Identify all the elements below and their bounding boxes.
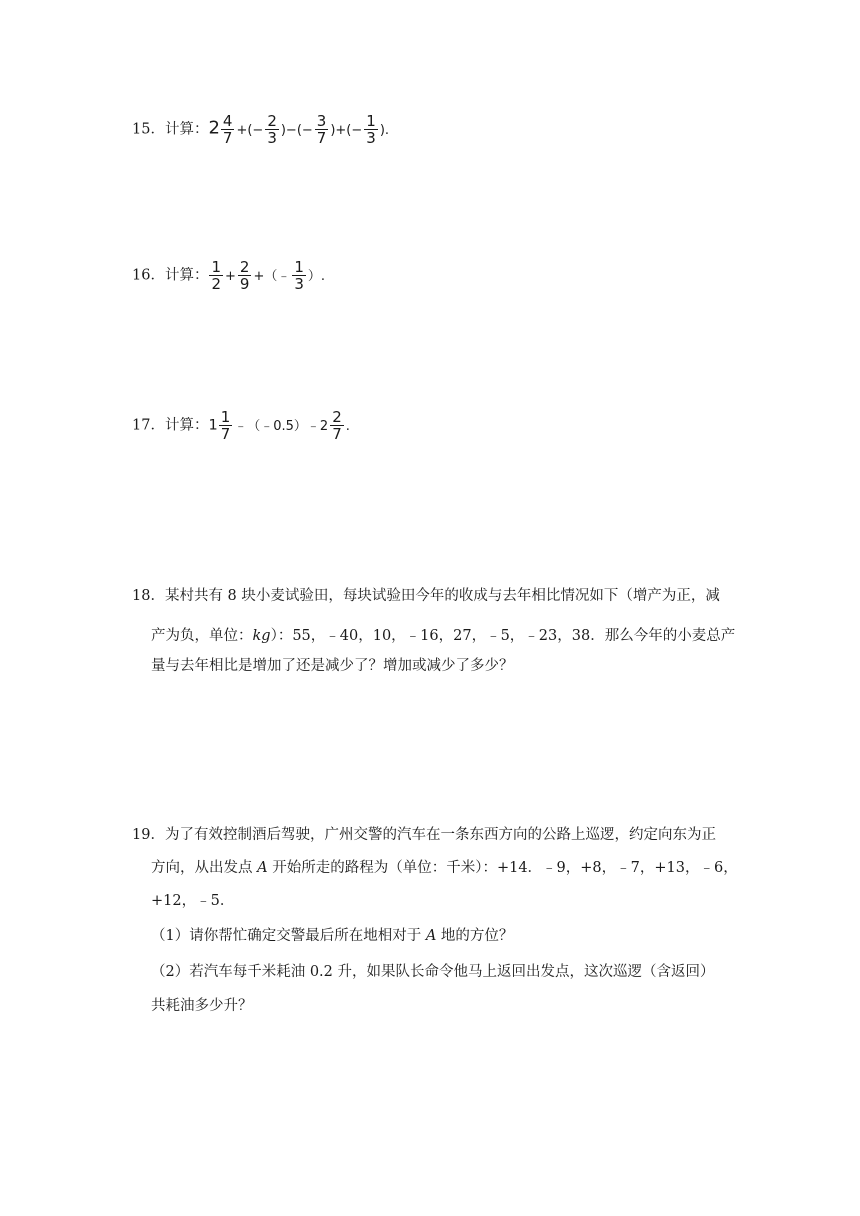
fraction: $\frac{1}{3}$ [366,112,376,147]
question-18-line-2: 产为负，单位：kg）：55，﹣40，10，﹣16，27，﹣5，﹣23，38．那么今年的小麦总产 [151,628,736,644]
question-18-line-1: 18．某村共有 8 块小麦试验田，每块试验田今年的收成与去年相比情况如下（增产为正，减 [132,588,720,604]
fraction: $\frac{2}{7}$ [332,408,342,443]
question-19-part-2-line-1: （2）若汽车每千米耗油 0.2 升，如果队长命令他马上返回出发点，这次巡逻（含返回） [151,964,715,980]
question-label: 计算： [164,121,209,138]
question-number: 15． [132,121,165,138]
variable-a: A [257,860,268,876]
fraction: $\frac{1}{2}$ [211,258,221,293]
operator: +（﹣ [253,268,291,284]
question-label: 计算： [164,417,209,434]
operator: . [345,418,350,434]
operator: + [225,268,236,284]
question-15 [132,113,390,146]
operator: ﹣（﹣0.5）﹣2 [234,418,329,434]
question-19-part-2-line-2: 共耗油多少升？ [151,998,253,1014]
question-number: 16． [132,267,165,284]
operator: )+(− [330,122,363,138]
unit-kg: kg [252,628,271,644]
question-19-line-1: 19．为了有效控制酒后驾驶，广州交警的汽车在一条东西方向的公路上巡逻，约定向东为正 [132,827,716,843]
mixed-number-whole: 1 [208,417,218,434]
question-18-line-3: 量与去年相比是增加了还是减少了？增加或减少了多少？ [151,658,514,674]
question-label: 计算： [164,267,209,284]
operator: ）. [307,268,326,284]
fraction: $\frac{4}{7}$ [222,112,233,147]
question-19-line-2: 方向，从出发点 A 开始所走的路程为（单位：千米）：+14．﹣9，+8，﹣7，+13，﹣6， [151,860,738,876]
question-19-line-3: +12，﹣5． [151,893,235,909]
question-19-part-1: （1）请你帮忙确定交警最后所在地相对于 A 地的方位？ [151,928,514,944]
question-17 [132,409,351,442]
question-16 [132,259,326,292]
mixed-number-whole: 2 [208,117,220,139]
fraction: $\frac{1}{7}$ [220,408,231,443]
fraction: $\frac{2}{9}$ [239,258,250,293]
fraction: $\frac{1}{3}$ [294,258,304,293]
variable-a: A [425,928,437,944]
operator: )−(− [280,122,313,138]
question-number: 17． [132,417,165,434]
fraction: $\frac{3}{7}$ [316,112,327,147]
fraction: $\frac{2}{3}$ [267,112,277,147]
operator: ). [379,122,390,138]
operator: +(− [236,122,264,138]
